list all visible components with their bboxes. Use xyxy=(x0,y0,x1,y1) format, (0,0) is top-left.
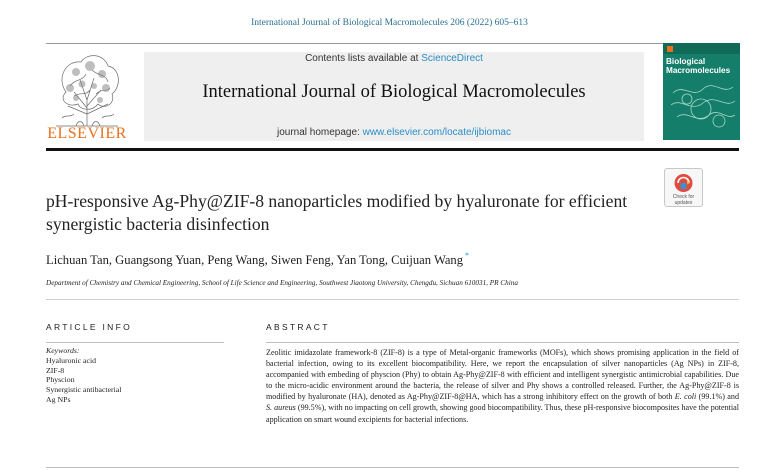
abstract-text-part3: (99.5%), with no impacting on cell growth, showing good biocompatibility. Thus, these pH-responsive biocomposites have the potential application on smart wound excipients for bacterial infections. xyxy=(266,403,740,424)
cover-title-line1: Biological xyxy=(666,57,706,66)
bottom-divider xyxy=(46,467,739,468)
sciencedirect-link[interactable]: ScienceDirect xyxy=(421,53,483,64)
elsevier-logo-text[interactable]: ELSEVIER xyxy=(47,125,127,142)
author-list xyxy=(46,251,666,268)
keyword-item: Physcion xyxy=(46,375,75,385)
keyword-item: ZIF-8 xyxy=(46,365,65,375)
organism-s-aureus: S. aureus xyxy=(266,403,296,413)
keyword-item: Synergistic antibacterial xyxy=(46,385,122,395)
check-updates-line1: Check for xyxy=(672,194,695,200)
keywords-block xyxy=(46,346,226,405)
journal-reference-link[interactable]: International Journal of Biological Macromolecules 206 (2022) 605–613 xyxy=(251,18,528,28)
contents-prefix: Contents lists available at xyxy=(305,53,422,64)
journal-masthead xyxy=(144,52,644,141)
abstract-text-part1: Zeolitic imidazolate framework-8 (ZIF-8) is a type of Metal-organic frameworks (MOFs), which shows promising application in the field of bacterial infection, owing to its excellent biocompatibility. Here, we report the encapsulation of silver nanoparticles (Ag NPs) in ZIF-8, accompanied with embeding of physcion (Phy) to obtain Ag-Phy@ZIF-8 with efficient and intelligent synergistic antimicrobial capabilities. Due to the micro-acidic environment around the bacteria, the release of silver and Phy shows a controlled released. Further, the Ag-Phy@ZIF-8 is modified by hyaluronate (HA), denoted as Ag-Phy@ZIF-8@HA, which has a strong inhibitory effect on the growth of both xyxy=(266,348,739,402)
author-affiliation: Department of Chemistry and Chemical Engineering, School of Life Science and Engineering, Southwest Jiaotong University, Chengdu, Sichuan 610031, PR China xyxy=(46,279,518,287)
journal-homepage-link[interactable]: www.elsevier.com/locate/ijbiomac xyxy=(362,127,511,138)
check-for-updates-button[interactable] xyxy=(664,168,703,207)
abstract-text-part2: (99.1%) and xyxy=(696,392,739,402)
article-info-heading: ARTICLE INFO xyxy=(46,322,133,332)
check-updates-label xyxy=(665,195,702,206)
corresponding-author-marker[interactable]: * xyxy=(465,251,470,260)
author-names[interactable]: Lichuan Tan, Guangsong Yuan, Peng Wang, Siwen Feng, Yan Tong, Cuijuan Wang xyxy=(46,253,464,267)
keyword-item: Hyaluronic acid xyxy=(46,355,97,365)
keywords-label: Keywords: xyxy=(46,346,80,355)
homepage-prefix: journal homepage: xyxy=(276,127,363,138)
header-thick-divider xyxy=(46,148,739,151)
check-updates-line2: updates xyxy=(674,199,693,206)
abstract-divider xyxy=(266,342,739,343)
cover-title xyxy=(666,57,738,75)
homepage-line xyxy=(144,127,644,138)
journal-title: International Journal of Biological Macromolecules xyxy=(202,82,586,102)
article-title: pH-responsive Ag-Phy@ZIF-8 nanoparticles modified by hyaluronate for efficient synergistic bacteria disinfection xyxy=(46,191,628,234)
top-divider xyxy=(46,43,739,44)
cover-title-line2: Macromolecules xyxy=(666,66,731,75)
article-info-divider xyxy=(46,342,224,343)
journal-cover-thumbnail[interactable] xyxy=(663,43,740,140)
organism-e-coli: E. coli xyxy=(674,392,697,402)
abstract-body xyxy=(266,347,739,425)
abstract-heading: ABSTRACT xyxy=(266,322,330,332)
journal-reference[interactable] xyxy=(0,18,779,28)
contents-line xyxy=(144,53,644,64)
affiliation-divider xyxy=(46,299,739,300)
keyword-item: Ag NPs xyxy=(46,394,71,404)
